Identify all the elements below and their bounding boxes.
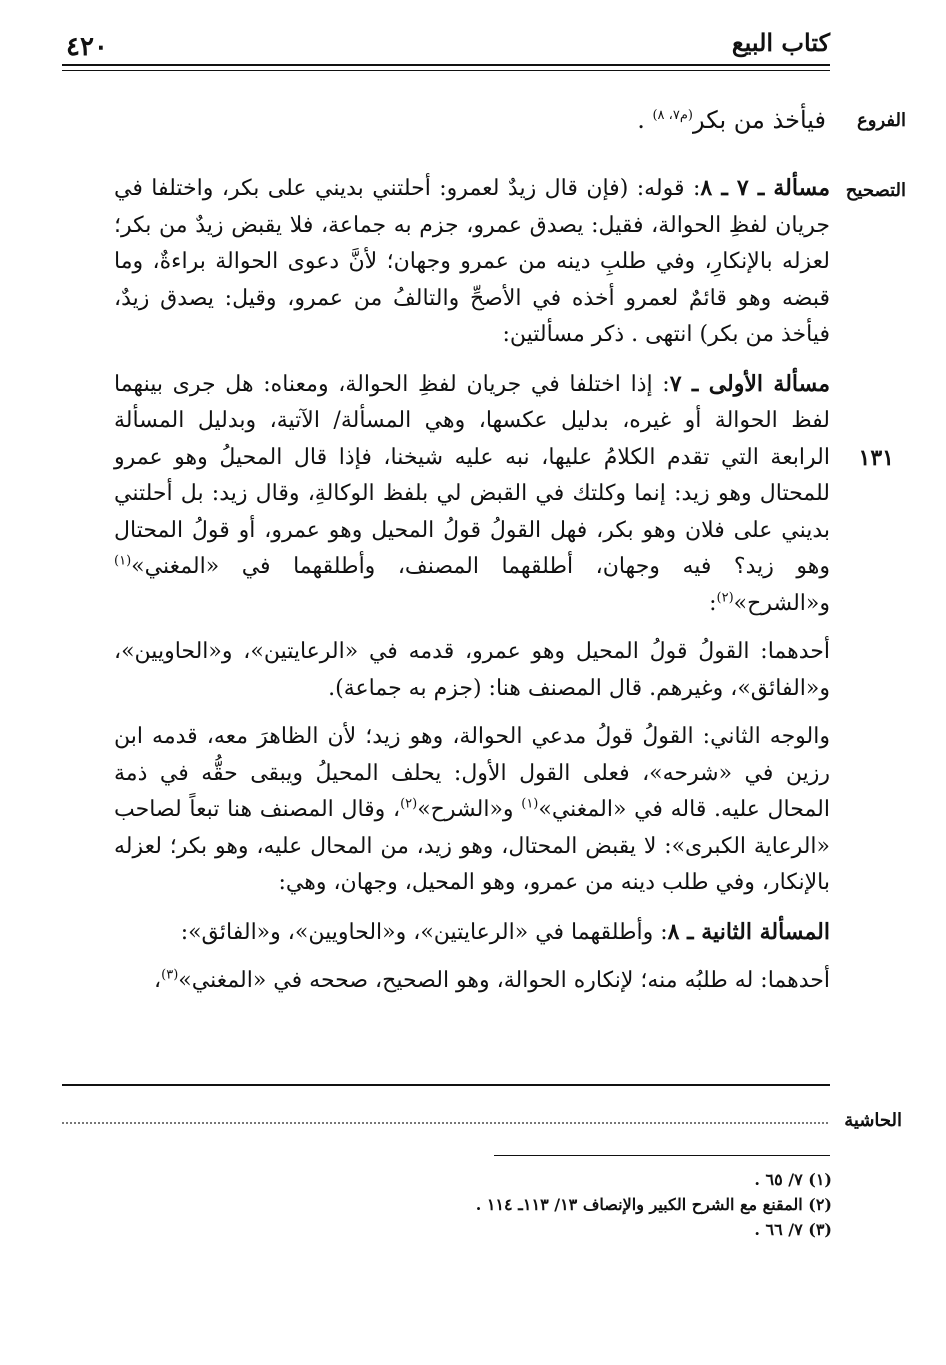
paragraph-text: : وأطلقهما في «الرعايتين»، و«الحاويين»، و«الفائق»: (180, 919, 668, 945)
paragraph-4 (114, 719, 830, 902)
footnote-ref: (١) (521, 796, 539, 812)
paragraph-text: ، (154, 968, 162, 993)
paragraph-text: والوجه الثاني: القولُ قولُ مدعي الحوالة، وهو زيد؛ لأن الظاهرَ معه، قدمه ابن رزين في «شرحه»، فعلى القول الأول: يحلف المحيلُ ويبقى حقُّه في ذمة المحال عليه. قاله في «المغني» (114, 724, 830, 822)
side-label-tashih: التصحيح (845, 180, 906, 201)
book-title: كتاب البيع (731, 28, 830, 57)
paragraph-6 (114, 963, 830, 1000)
issue-heading: المسألة الثانية ـ ٨ (667, 918, 830, 945)
paragraph-text: ، وقال المصنف هنا تبعاً لصاحب «الرعاية الكبرى»: لا يقبض المحتال، وهو زيد، من المحال عليه، وهو بكر؛ لعزله بالإنكار، وفي طلب دينه من عمرو، وهو المحيل، وجهان، وهي: (114, 797, 830, 895)
footnote-ref: (١) (114, 553, 132, 569)
footnote-2: (٢) المقنع مع الشرح الكبير والإنصاف ١٣/ ١١٣ـ ١١٤ . (475, 1195, 832, 1214)
footnote-ref: (٢) (716, 590, 734, 606)
furu-ref: (م٧، ٨) (652, 108, 693, 123)
furu-end: . (637, 106, 653, 134)
hashiya-dotted-line (62, 1122, 828, 1124)
footnote-rule (494, 1155, 830, 1156)
paragraph-3 (114, 634, 830, 707)
footnote-ref: (٢) (400, 796, 418, 812)
footnote-3: (٣) ٧/ ٦٦ . (754, 1220, 832, 1239)
paragraph-text: و«الشرح» (417, 797, 522, 822)
footnote-1: (١) ٧/ ٦٥ . (754, 1170, 832, 1189)
paragraph-1 (114, 170, 830, 354)
paragraph-2 (114, 366, 830, 623)
issue-heading: مسألة الأولى ـ ٧ (669, 370, 831, 397)
paragraph-text: : (709, 590, 717, 616)
header-rule-thin (62, 70, 830, 71)
furu-line (106, 100, 826, 140)
content-rule (62, 1084, 830, 1086)
paragraph-5 (114, 914, 830, 952)
tashih-body (114, 170, 830, 1012)
paragraph-text: : قوله: (فإن قال زيدٌ لعمرو: أحلتني بديني على بكر، واختلفا في جريان لفظِ الحوالة، فقيل: يصدق عمرو، جزم به جماعة، فلا يقبض زيدٌ من بكر؛ لعزله بالإنكارِ، وفي طلبِ دينه من عمرو وجهان؛ لأنَّ دعوى الحوالة براءةٌ، وما قبضه وهو قائمٌ لعمرو أخذه في الأصحِّ والتالفُ من عمرو، وقيل: يصدق زيدٌ، فيأخذ من بكر) انتهى . ذكر مسألتين: (114, 176, 830, 347)
footnotes (232, 1167, 832, 1242)
page-header (62, 22, 830, 68)
header-rule (62, 64, 830, 66)
furu-text: فيأخذ من بكر (692, 106, 826, 134)
footnote-ref: (٣) (161, 967, 179, 983)
paragraph-text: أحدهما: القولُ قولُ المحيل وهو عمرو، قدمه في «الرعايتين»، و«الحاويين»، و«الفائق»، وغيرهم. قال المصنف هنا: (جزم به جماعة). (114, 639, 830, 701)
side-label-hashiya: الحاشية (844, 1110, 902, 1131)
page-number: ٤٢٠ (66, 32, 108, 62)
paragraph-text: و«الشرح» (733, 590, 830, 616)
issue-heading: مسألة ـ ٧ ـ ٨ (700, 175, 831, 201)
paragraph-text: : إذا اختلفا في جريان لفظِ الحوالة، ومعناه: هل جرى بينهما لفظ الحوالة أو غيره، بدليل عكسها، وهي المسألة/ الآتية، وبدليل المسألة الرابعة التي تقدم الكلامُ عليها، نبه عليه شيخنا، فإذا قال المحيلُ وهو عمرو للمحتال وهو زيد: إنما وكلتك في القبض لي بلفظ الوكالةِ، وقال زيد: بل أحلتني بديني على فلان وهو بكر، فهل القولُ قولُ المحيل وهو عمرو، أو قولُ المحتال وهو زيد؟ فيه وجهان، أطلقهما المصنف، وأطلقهما في «المغني» (114, 371, 830, 579)
margin-page-number: ١٣١ (858, 445, 894, 471)
side-label-furu: الفروع (857, 110, 906, 131)
paragraph-text: أحدهما: له طلبُه منه؛ لإنكاره الحوالة، وهو الصحيح، صححه في «المغني» (178, 968, 830, 993)
